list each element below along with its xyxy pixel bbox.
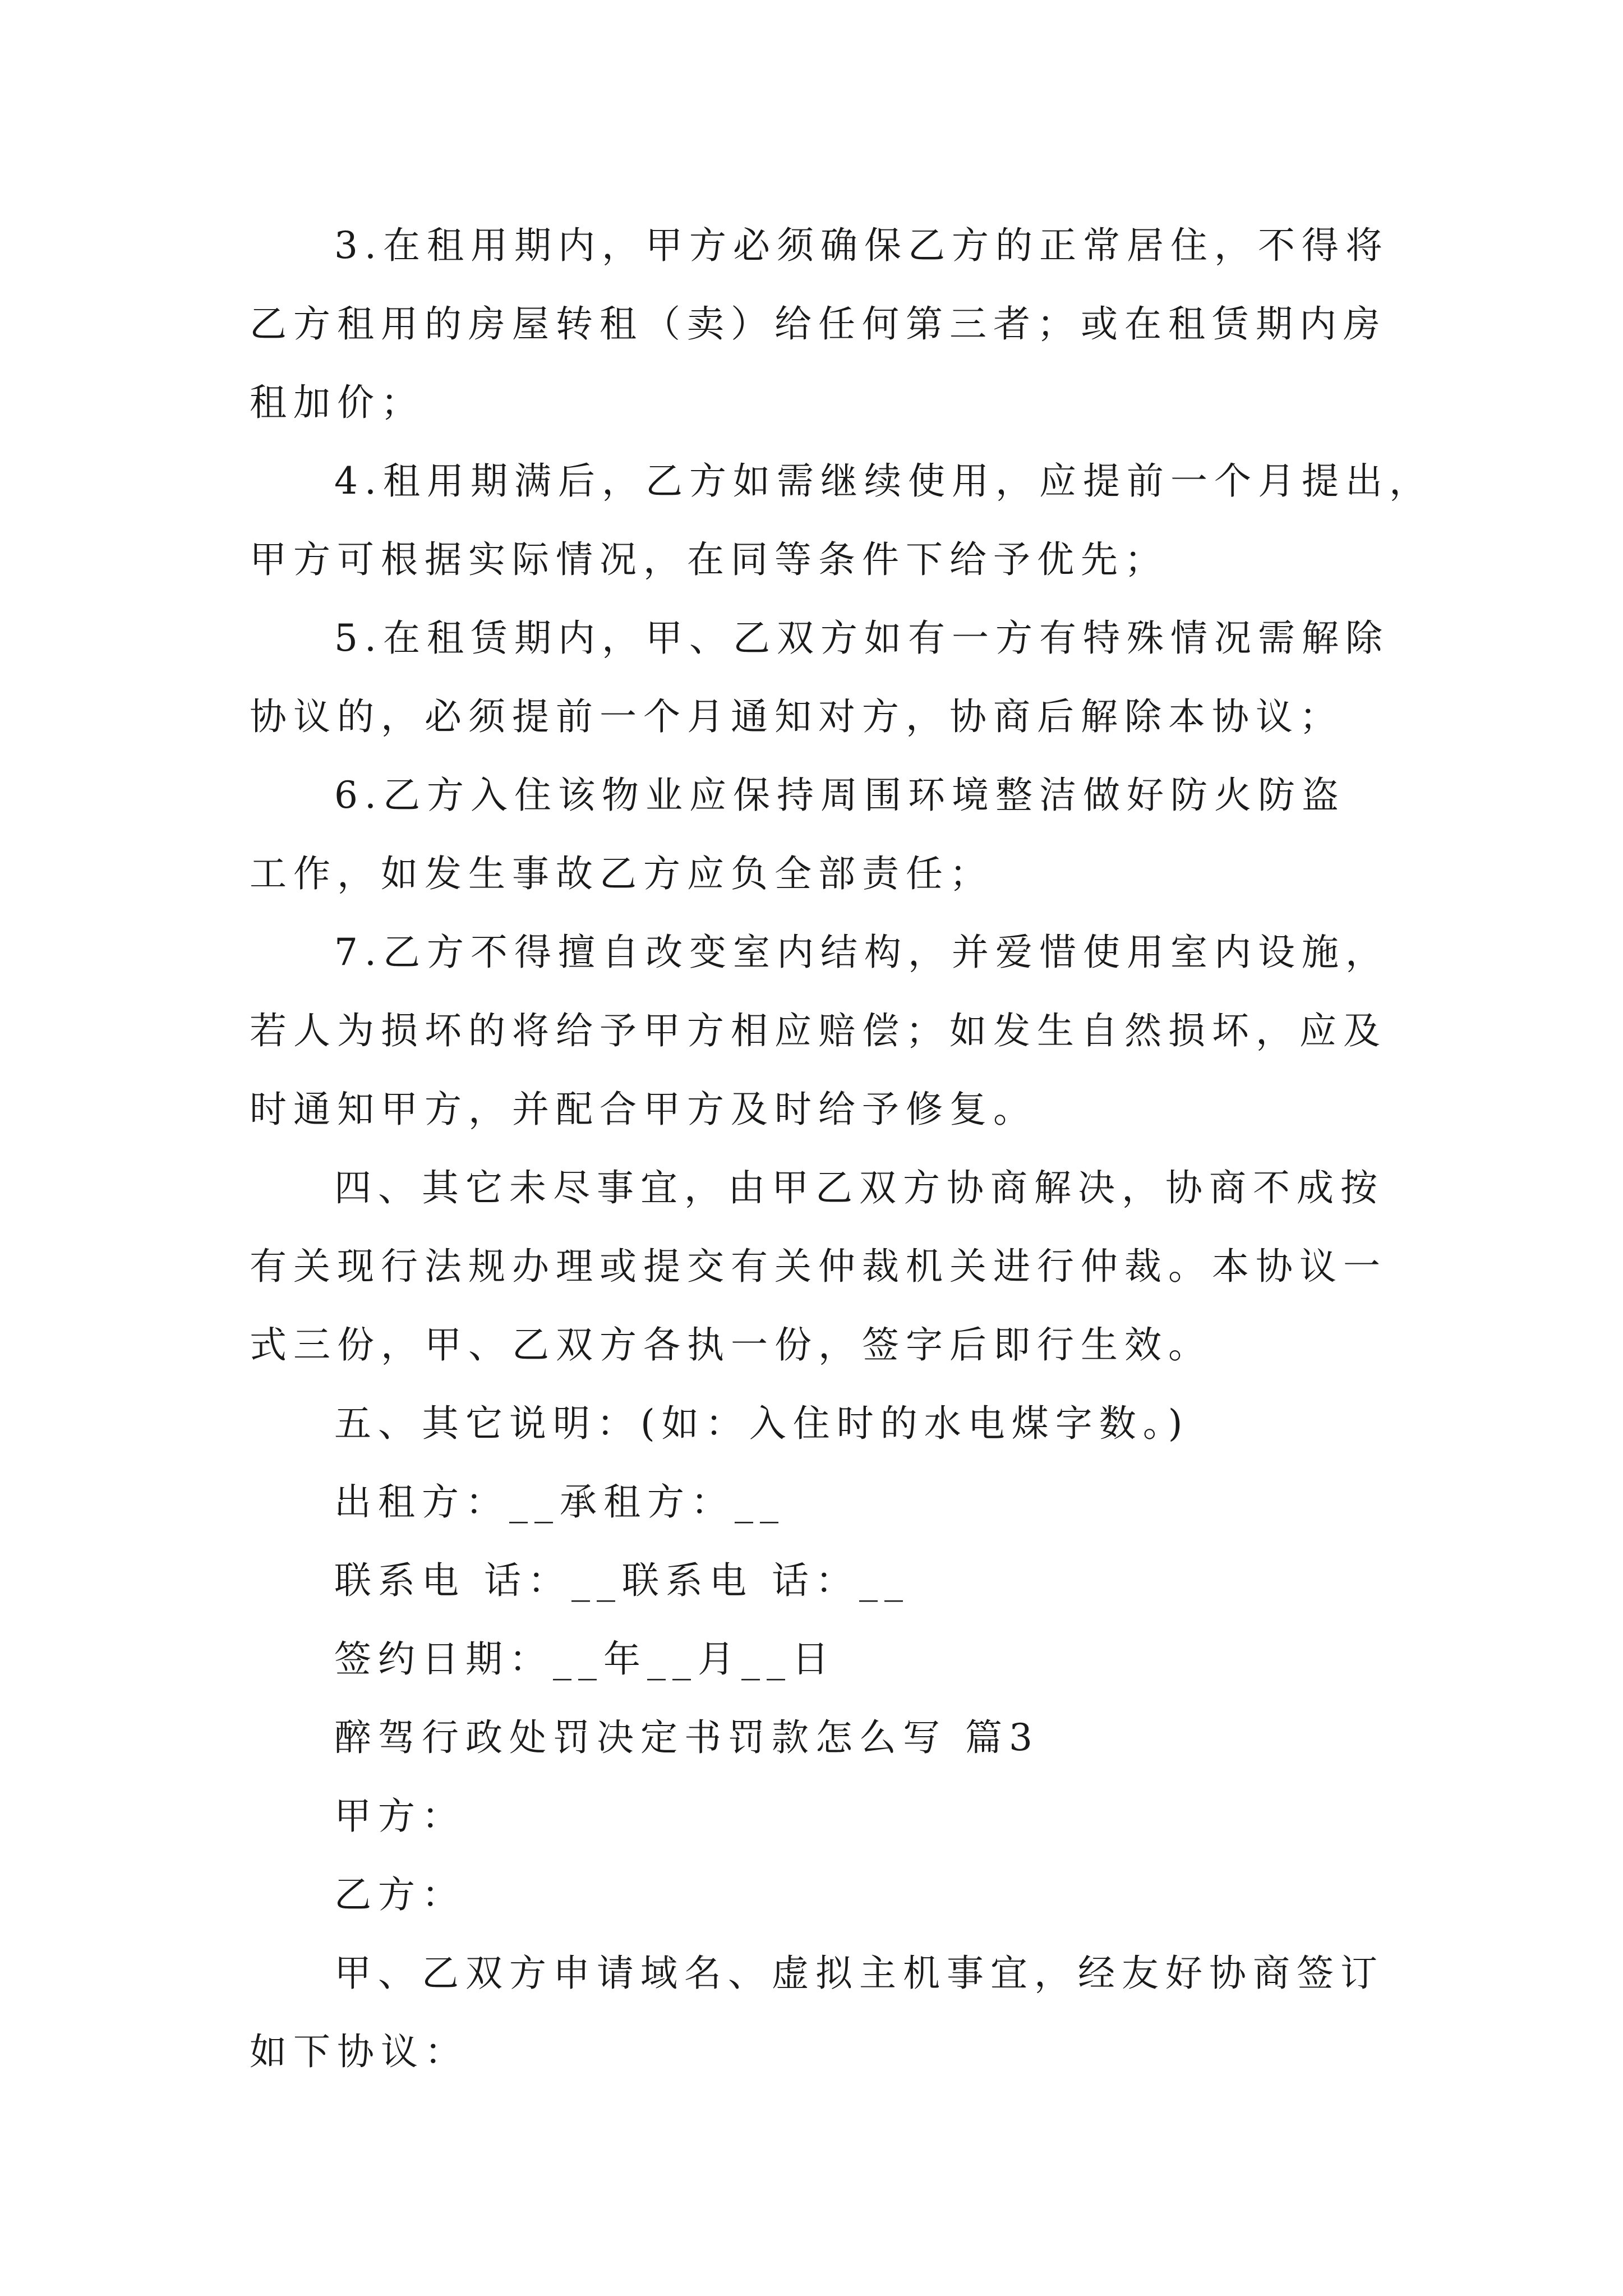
party-a-line: 甲方：	[334, 1795, 465, 1838]
section-4-line-3: 式三份，甲、乙双方各执一份，签字后即行生效。	[250, 1323, 1212, 1366]
clause-7-line-1: 7.乙方不得擅自改变室内结构，并爱惜使用室内设施，	[334, 931, 1389, 974]
lessor-lessee-line: 出租方：__承租方：__	[334, 1480, 785, 1524]
agreement-intro-line-1: 甲、乙双方申请域名、虚拟主机事宜，经友好协商签订	[334, 1952, 1384, 1995]
clause-3-line-2: 乙方租用的房屋转租（卖）给任何第三者；或在租赁期内房	[250, 302, 1387, 346]
section-heading: 醉驾行政处罚决定书罚款怎么写 篇3	[334, 1716, 1039, 1759]
clause-4-line-1: 4.租用期满后，乙方如需继续使用，应提前一个月提出，	[334, 459, 1433, 503]
clause-3-line-1: 3.在租用期内，甲方必须确保乙方的正常居住，不得将	[334, 224, 1389, 267]
agreement-intro-line-2: 如下协议：	[250, 2030, 468, 2073]
clause-7-line-3: 时通知甲方，并配合甲方及时给予修复。	[250, 1088, 1037, 1131]
clause-6-line-1: 6.乙方入住该物业应保持周围环境整洁做好防火防盗	[334, 774, 1345, 817]
section-4-line-2: 有关现行法规办理或提交有关仲裁机关进行仲裁。本协议一	[250, 1245, 1387, 1288]
contact-phone-line: 联系电 话：__联系电 话：__	[334, 1559, 910, 1602]
clause-5-line-1: 5.在租赁期内，甲、乙双方如有一方有特殊情况需解除	[334, 616, 1389, 660]
clause-6-line-2: 工作，如发生事故乙方应负全部责任；	[250, 852, 993, 895]
section-5-line: 五、其它说明：(如：入住时的水电煤字数。)	[334, 1402, 1189, 1445]
clause-4-line-2: 甲方可根据实际情况，在同等条件下给予优先；	[250, 538, 1168, 581]
clause-7-line-2: 若人为损坏的将给予甲方相应赔偿；如发生自然损坏，应及	[250, 1009, 1387, 1052]
party-b-line: 乙方：	[334, 1873, 465, 1916]
clause-5-line-2: 协议的，必须提前一个月通知对方，协商后解除本协议；	[250, 695, 1343, 738]
section-4-line-1: 四、其它未尽事宜，由甲乙双方协商解决，协商不成按	[334, 1166, 1384, 1209]
sign-date-line: 签约日期：__年__月__日	[334, 1637, 836, 1681]
clause-3-line-3: 租加价；	[250, 381, 425, 424]
